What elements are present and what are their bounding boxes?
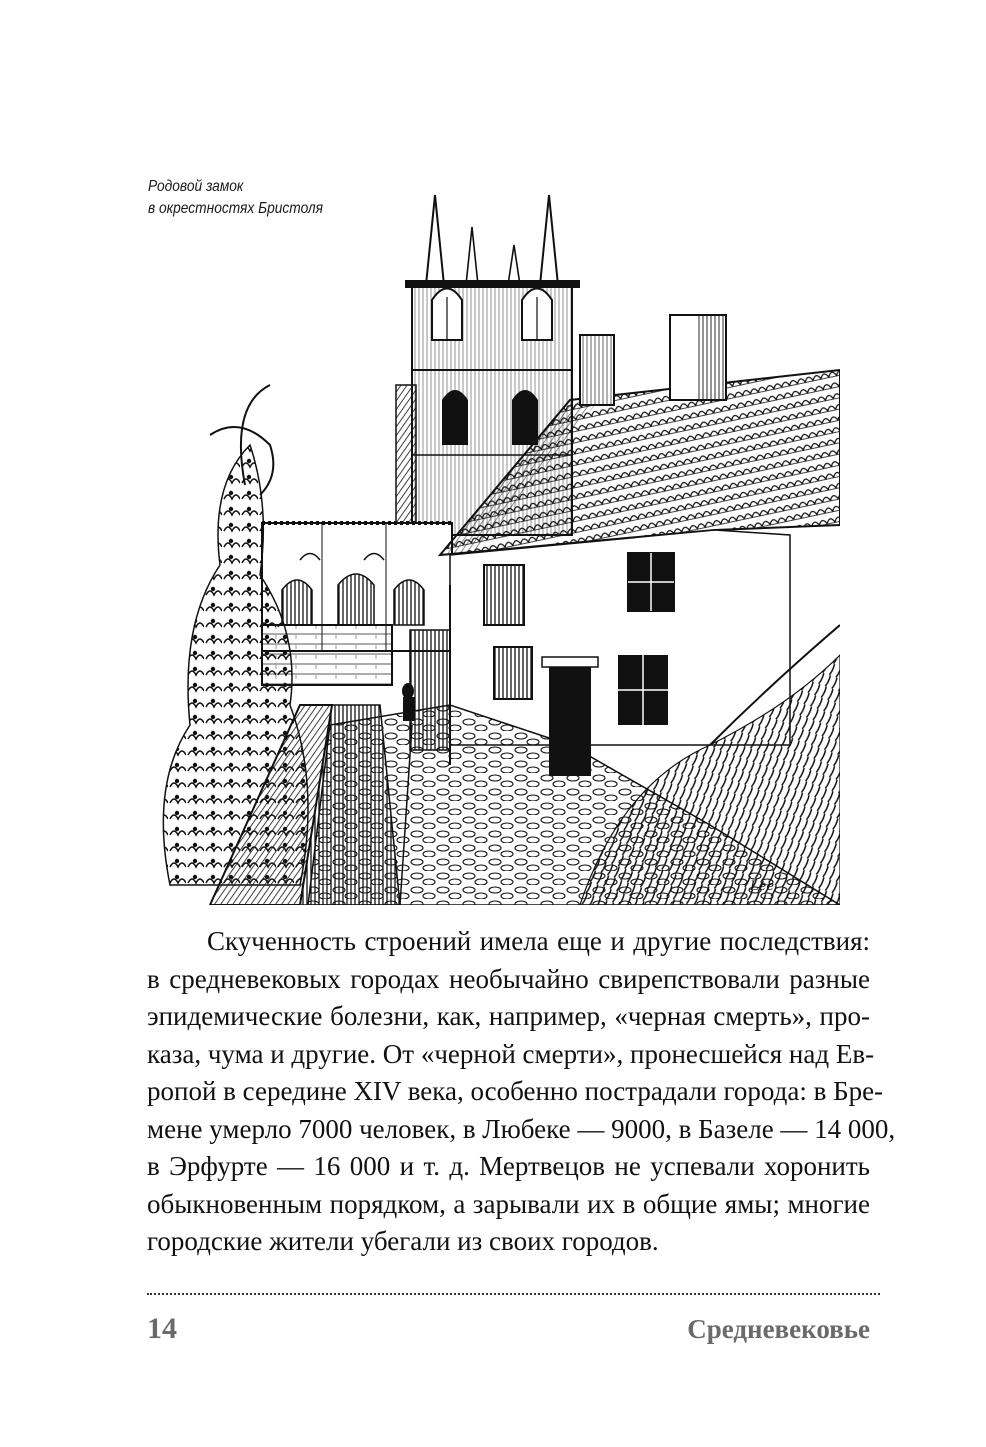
- paragraph-line: каза, чума и другие. От «черной смерти», пронесшейся над Ев-: [147, 1038, 875, 1069]
- caption-line: Родовой замок: [148, 178, 244, 195]
- paragraph-line: Скученность строений имела еще и другие последствия:: [207, 926, 870, 956]
- running-title: Средневековье: [687, 1314, 870, 1344]
- paragraph-line: городские жители убегали из своих городов.: [147, 1226, 659, 1256]
- castle-engraving: [150, 185, 840, 905]
- paragraph-line: в средневековых городах необычайно свирепствовали разные: [147, 963, 870, 994]
- paragraph-line: в Эрфурте — 16 000 и т. д. Мертвецов не успевали хоронить: [147, 1151, 870, 1181]
- footer-divider: [147, 1293, 880, 1295]
- engraver-signature: Lee: [750, 879, 775, 894]
- paragraph-line: мене умерло 7000 человек, в Любеке — 9000, в Базеле — 14 000,: [147, 1113, 896, 1144]
- page-number: 14: [147, 1312, 177, 1345]
- caption-line: в окрестностях Бристоля: [148, 200, 324, 217]
- paragraph-line: ропой в середине XIV века, особенно пострадали города: в Бре-: [147, 1076, 884, 1106]
- paragraph-line: эпидемические болезни, как, например, «черная смерть», про-: [147, 1001, 870, 1031]
- paragraph-line: обыкновенным порядком, а зарывали их в общие ямы; многие: [147, 1188, 870, 1219]
- body-paragraph: [147, 923, 896, 1261]
